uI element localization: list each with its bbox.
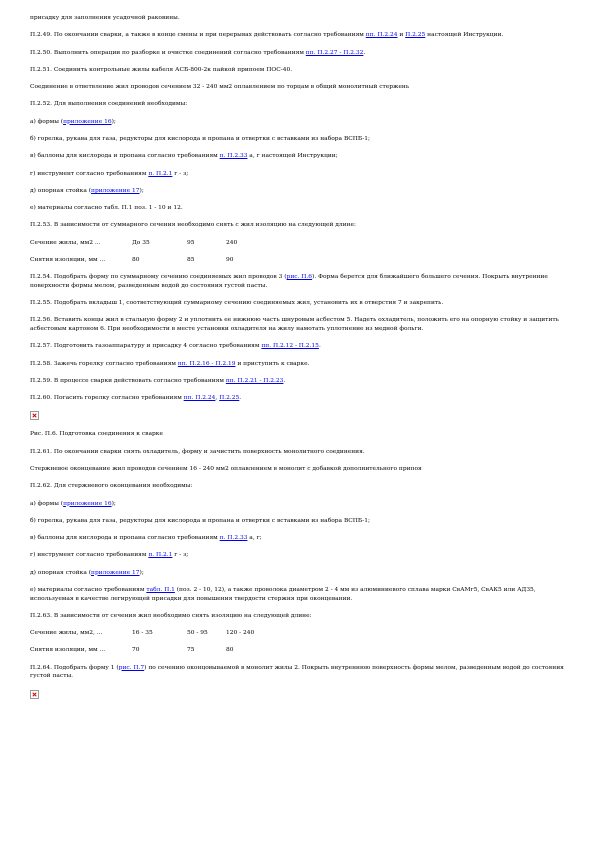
paragraph-text: П.2.50. Выполнить операции по разборке и очистке соединений согласно требованиям <box>30 49 306 56</box>
paragraph-text: П.2.60. Погасить горелку согласно требованиям <box>30 395 184 402</box>
document-link[interactable]: п. П.2.1 <box>148 170 173 177</box>
document-link[interactable]: П.2.25 <box>405 32 426 39</box>
paragraph-text: П.2.58. Зажечь горелку согласно требованиям <box>30 360 178 367</box>
document-link[interactable]: приложение 17 <box>91 187 140 194</box>
document-paragraph <box>30 239 573 248</box>
paragraph-text: а, г настоящей Инструкции; <box>247 153 338 160</box>
document-link[interactable]: П.2.25 <box>219 395 240 402</box>
document-paragraph <box>30 316 573 333</box>
paragraph-text: г - з; <box>172 170 189 177</box>
document-link[interactable]: пп. П.2.24 <box>183 395 216 402</box>
document-link[interactable]: приложение 16 <box>63 118 112 125</box>
document-paragraph <box>30 517 573 526</box>
paragraph-text: Стержневое оконцевание жил проводов сечением 16 - 240 мм2 оплавлением в монолит с добавкой дополнительного припоя <box>30 465 422 472</box>
document-paragraph <box>30 256 573 265</box>
document-link[interactable]: пп. П.2.24 <box>365 32 398 39</box>
paragraph-text: (поз. 2 - 10, 12), а также проволока диаметром 2 - 4 мм из алюминиевого сплава марки СвАМг5, СвАК5 или АДЗ5, используемая в качестве легирующей присадки для повышения твердости стержня при оконцевании. <box>30 586 536 602</box>
document-paragraph <box>30 500 573 509</box>
document-paragraph <box>30 551 573 560</box>
paragraph-text: П.2.62. Для стержневого оконцевания необходимы: <box>30 483 193 490</box>
paragraph-text: Рис. П.6. Подготовка соединения к сварке <box>30 431 163 438</box>
document-paragraph <box>30 14 573 23</box>
paragraph-text: П.2.52. Для выполнения соединений необходимы: <box>30 101 188 108</box>
document-paragraph <box>30 646 573 655</box>
paragraph-text: , <box>215 395 220 402</box>
paragraph-text: П.2.56. Вставить концы жил в стальную форму 2 и уплотнить ее нижнюю часть шнуровым асбестом 5. Надеть охладитель, положить его на опорную стойку и защитить асбестовым картоном 6. При необходимости в месте установки охладителя на жилу намотать уплотнение из медной фольги. <box>30 317 559 332</box>
document-paragraph <box>30 629 573 638</box>
paragraph-text: . <box>239 395 242 402</box>
document-paragraph <box>30 448 573 457</box>
document-paragraph <box>30 118 573 127</box>
paragraph-text: ); <box>139 569 144 576</box>
paragraph-text: ); <box>111 118 116 125</box>
paragraph-text: П.2.61. По окончании сварки снять охладитель, форму и зачистить поверхность монолитного соединения. <box>30 448 365 455</box>
paragraph-text: ) по сечению оконцовываемой в монолит жилы 2. Покрыть внутреннюю поверхность формы мелом, разведенным водой до состояния густой пасты. <box>30 664 564 680</box>
paragraph-text: присадку для заполнения усадочной раковины. <box>30 15 180 21</box>
table-cell: 80 <box>132 256 140 263</box>
paragraph-text: в) баллоны для кислорода и пропана согласно требованиям <box>30 153 220 160</box>
paragraph-text: ). Форма берется для ближайшего большего сечения. Покрыть внутренние поверхности формы мелом, разведенным водой до состояния густой пасты. <box>30 274 548 289</box>
paragraph-text: и приступить к сварке. <box>235 360 310 367</box>
paragraph-text: д) опорная стойка ( <box>30 569 92 576</box>
paragraph-text: ); <box>139 187 144 194</box>
document-paragraph <box>30 83 573 92</box>
paragraph-text: П.2.49. По окончании сварки, а также в конце смены и при перерывах действовать согласно требованиям <box>30 32 366 39</box>
paragraph-text: а) формы ( <box>30 500 64 507</box>
paragraph-text: е) материалы согласно требованиям <box>30 586 147 593</box>
document-link[interactable]: п. П.2.1 <box>148 552 173 559</box>
document-paragraph <box>30 377 573 386</box>
paragraph-text: П.2.53. В зависимости от суммарного сечения необходимо снять с жил изоляцию на следующей длине: <box>30 222 356 229</box>
paragraph-text: . <box>283 377 286 384</box>
paragraph-text: д) опорная стойка ( <box>30 187 92 194</box>
paragraph-text: и <box>397 32 406 39</box>
table-cell: 75 <box>187 647 195 654</box>
document-link[interactable]: приложение 17 <box>91 569 140 576</box>
table-cell: 85 <box>187 256 195 263</box>
paragraph-text: г) инструмент согласно требованиям <box>30 170 149 177</box>
document-paragraph <box>30 664 573 681</box>
document-link[interactable]: пп. П.2.16 - П.2.19 <box>177 360 236 367</box>
document-paragraph <box>30 612 573 621</box>
paragraph-text: П.2.57. Подготовить газоаппаратуру и присадку 4 согласно требованиям <box>30 343 262 350</box>
document-paragraph <box>30 394 573 403</box>
document-paragraph <box>30 49 573 58</box>
document-link[interactable]: п. П.2.33 <box>219 535 248 542</box>
paragraph-text: настоящей Инструкции. <box>425 32 504 39</box>
document-link[interactable]: приложение 16 <box>63 500 112 507</box>
table-row-label: Снятия изоляции, мм ... <box>30 256 106 263</box>
table-cell: 16 - 35 <box>132 630 153 637</box>
table-cell: 80 <box>226 647 234 654</box>
table-row-label: Сечение жилы, мм2, ... <box>30 630 103 637</box>
table-cell: 50 - 95 <box>187 630 208 637</box>
table-cell: 120 - 240 <box>226 630 255 637</box>
paragraph-text: а, г; <box>247 535 262 542</box>
table-cell: 240 <box>226 239 238 246</box>
document-link[interactable]: рис. П.6 <box>286 274 313 281</box>
paragraph-text: б) горелка, рукава для газа, редукторы для кислорода и пропана и отвертки с вставками из набора ВСПБ-1; <box>30 517 370 524</box>
document-paragraph <box>30 299 573 308</box>
document-paragraph <box>30 135 573 144</box>
document-paragraph <box>30 342 573 351</box>
table-cell: 90 <box>226 256 234 263</box>
document-paragraph <box>30 31 573 40</box>
paragraph-text: б) горелка, рукава для газа, редукторы для кислорода и пропана и отвертки с вставками из набора ВСПБ-1; <box>30 135 370 142</box>
broken-image-icon[interactable] <box>30 411 39 420</box>
document-paragraph <box>30 534 573 543</box>
paragraph-text: П.2.51. Соединить контрольные жилы кабеля АСБ-800-2к пайкой припоем ПОС-40. <box>30 66 293 73</box>
document-link[interactable]: рис. П.7 <box>118 664 145 671</box>
document-link[interactable]: пп. П.2.12 - П.2.15 <box>261 343 319 350</box>
paragraph-text: ); <box>111 500 116 507</box>
document-paragraph <box>30 100 573 109</box>
paragraph-text: . <box>363 49 366 56</box>
document-paragraph <box>30 360 573 369</box>
document-link[interactable]: табл. П.1 <box>146 586 175 593</box>
document-link[interactable]: пп. П.2.21 - П.2.23 <box>225 377 284 384</box>
document-paragraph <box>30 430 573 439</box>
document-paragraph <box>30 569 573 578</box>
table-cell: 70 <box>132 647 140 654</box>
broken-image-icon[interactable] <box>30 690 39 699</box>
paragraph-text: . <box>318 343 321 350</box>
paragraph-text: П.2.54. Подобрать форму по суммарному сечению соединяемых жил проводов 3 ( <box>30 274 287 281</box>
document-paragraph <box>30 152 573 161</box>
paragraph-text: а) формы ( <box>30 118 64 125</box>
table-cell: До 35 <box>132 239 150 246</box>
paragraph-text: г - з; <box>172 552 189 559</box>
document-paragraph <box>30 273 573 290</box>
document-paragraph <box>30 204 573 213</box>
document-link[interactable]: пп. П.2.27 - П.2.32 <box>305 49 364 56</box>
paragraph-text: П.2.64. Подобрать форму 1 ( <box>30 664 119 671</box>
paragraph-text: Соединение в ответвление жил проводов сечением 32 - 240 мм2 оплавлением по торцам в общий монолитный стержень <box>30 84 410 91</box>
paragraph-text: П.2.55. Подобрать вкладыш 1, соответствующий суммарному сечению соединяемых жил, установить их в отверстия 7 и закрепить. <box>30 300 444 307</box>
paragraph-text: П.2.63. В зависимости от сечения жил необходимо снять изоляцию на следующей длине: <box>30 612 312 619</box>
document-paragraph <box>30 482 573 491</box>
document-paragraph <box>30 170 573 179</box>
document-paragraph <box>30 221 573 230</box>
document-link[interactable]: п. П.2.33 <box>219 153 248 160</box>
table-row-label: Сечение жилы, мм2 ... <box>30 239 101 246</box>
table-cell: 95 <box>187 239 195 246</box>
paragraph-text: в) баллоны для кислорода и пропана согласно требованиям <box>30 535 220 542</box>
document-paragraph <box>30 586 573 603</box>
table-row-label: Снятия изоляции, мм ... <box>30 647 106 654</box>
document-paragraph <box>30 187 573 196</box>
document-paragraph <box>30 66 573 75</box>
paragraph-text: е) материалы согласно табл. П.1 поз. 1 - 10 и 12. <box>30 205 183 212</box>
paragraph-text: П.2.59. В процессе сварки действовать согласно требованиям <box>30 377 226 384</box>
document-paragraph <box>30 465 573 474</box>
paragraph-text: г) инструмент согласно требованиям <box>30 552 149 559</box>
